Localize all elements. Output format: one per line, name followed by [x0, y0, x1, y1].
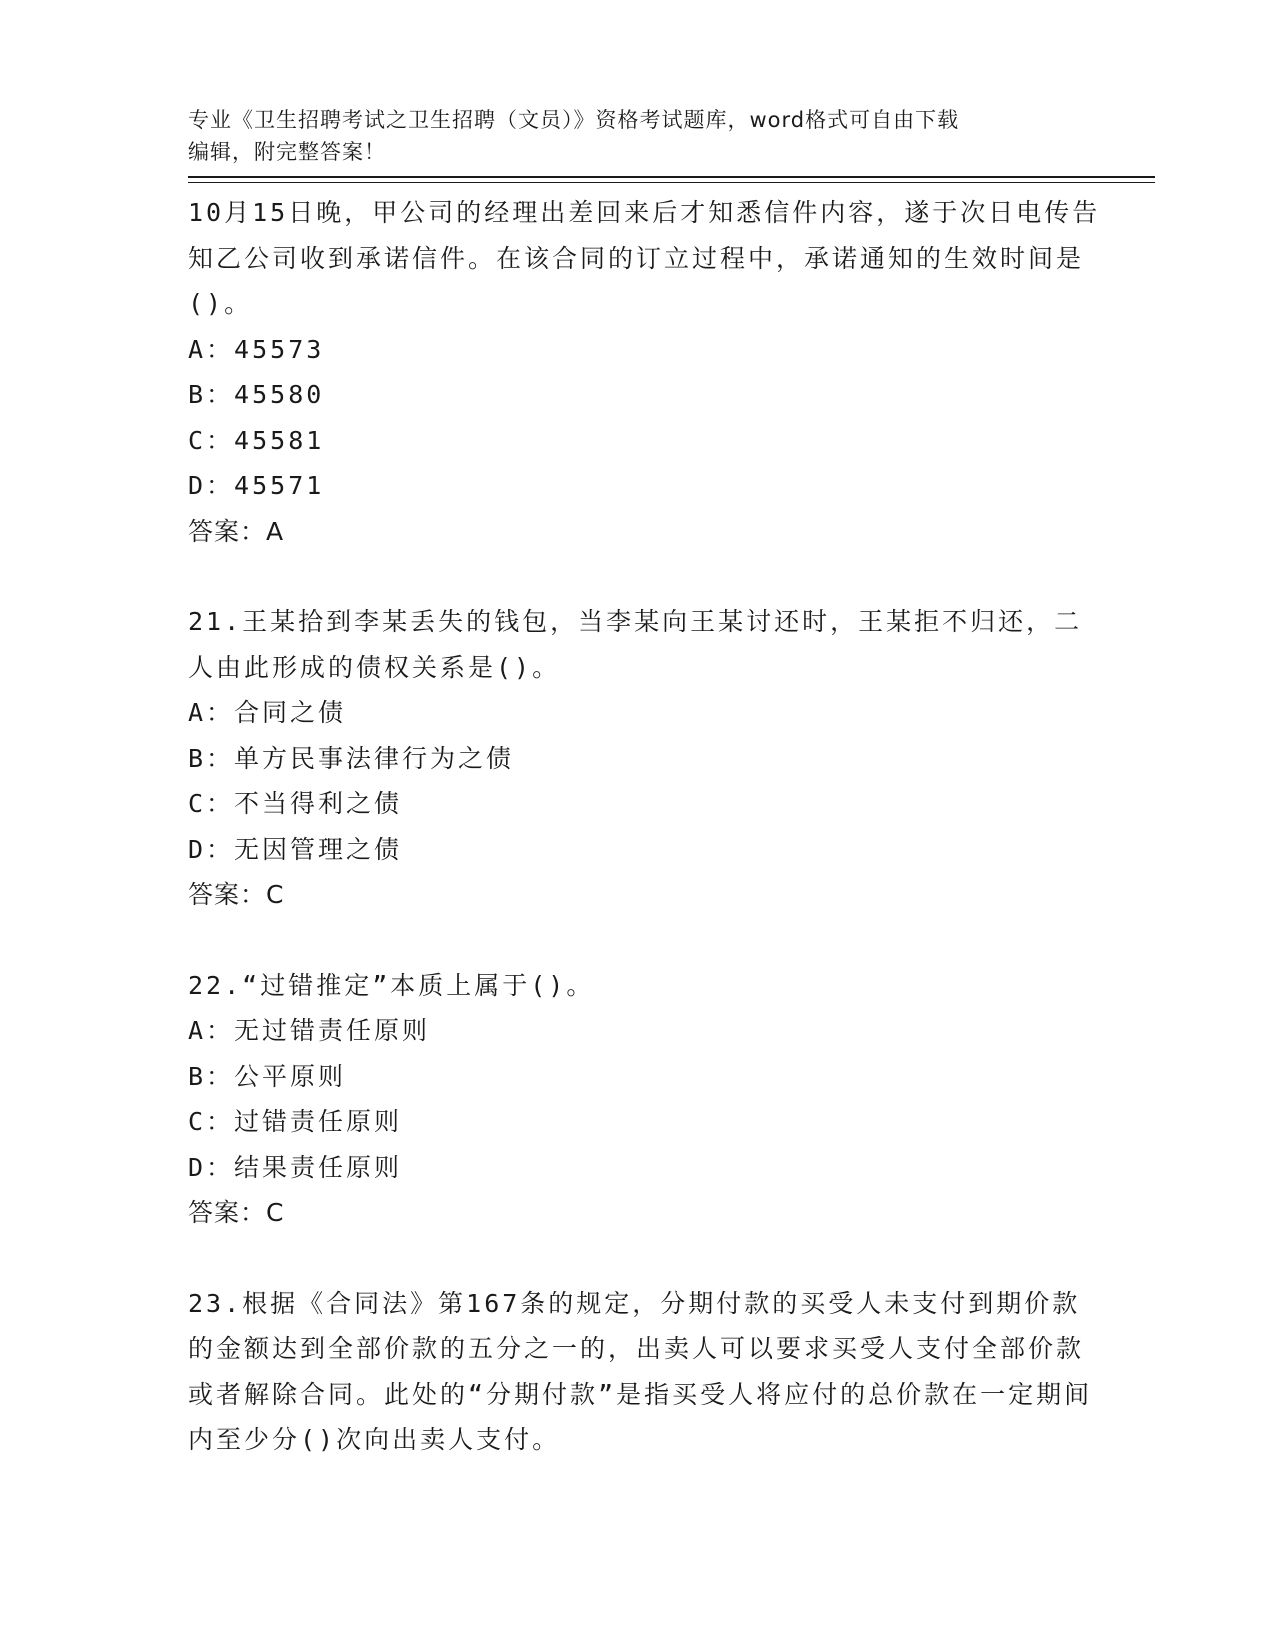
option-a: A：无过错责任原则 [188, 1016, 431, 1045]
answer-line: 答案：A [188, 516, 285, 546]
option-a: A：合同之债 [188, 698, 347, 727]
question-block [188, 599, 1108, 918]
option-d: D：45571 [188, 471, 325, 500]
option-d: D：结果责任原则 [188, 1152, 403, 1182]
question-text: 21.王某拾到李某丢失的钱包，当李某向王某讨还时，王某拒不归还，二人由此形成的债权关系是()。 [188, 607, 1083, 682]
option-c: C：不当得利之债 [188, 789, 403, 818]
option-a: A：45573 [188, 334, 325, 364]
answer-line: 答案：C [188, 1198, 285, 1227]
option-c: C：过错责任原则 [188, 1107, 403, 1136]
option-b: B：公平原则 [188, 1061, 347, 1091]
question-text: 22.“过错推定”本质上属于()。 [188, 970, 595, 1000]
option-c: C：45581 [188, 425, 325, 455]
option-b: B：45580 [188, 380, 325, 409]
header-divider-thin [188, 182, 1155, 183]
option-d: D：无因管理之债 [188, 834, 403, 864]
header-text: 专业《卫生招聘考试之卫生招聘（文员）》资格考试题库，word格式可自由下载 编辑，附完整答案！ [188, 108, 960, 164]
header-divider-thick [188, 176, 1155, 178]
document-header [188, 72, 1088, 168]
answer-line: 答案：C [188, 880, 285, 909]
question-text: 10月15日晚，甲公司的经理出差回来后才知悉信件内容，遂于次日电传告知乙公司收到承诺信件。在该合同的订立过程中，承诺通知的生效时间是()。 [188, 198, 1101, 318]
question-block [188, 1281, 1108, 1463]
question-list [188, 190, 1108, 1463]
question-block [188, 963, 1108, 1236]
question-block [188, 190, 1108, 554]
question-text: 23.根据《合同法》第167条的规定，分期付款的买受人未支付到期价款的金额达到全部价款的五分之一的，出卖人可以要求买受人支付全部价款或者解除合同。此处的“分期付款”是指买受人将应付的总价款在一定期间内至少分()次向出卖人支付。 [188, 1288, 1093, 1454]
option-b: B：单方民事法律行为之债 [188, 743, 515, 773]
